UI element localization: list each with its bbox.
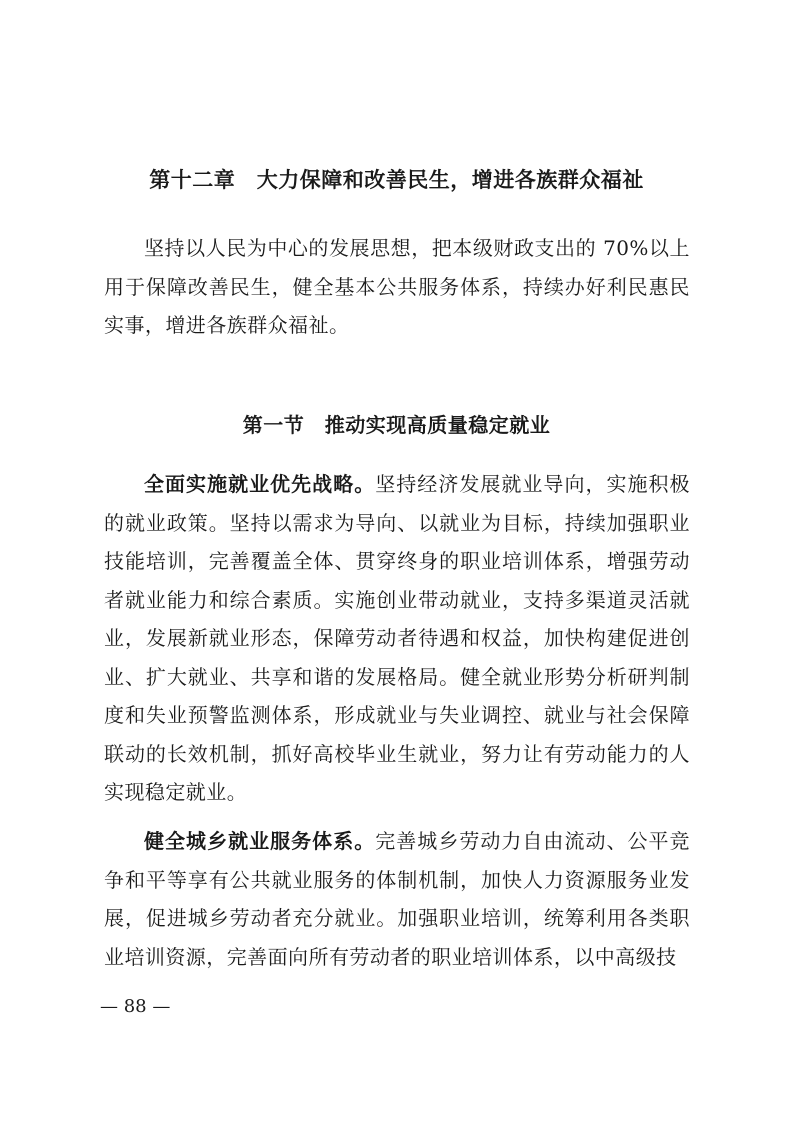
paragraph-body-text: 坚持经济发展就业导向，实施积极的就业政策。坚持以需求为导向、以就业为目标，持续加强职业技能培训，完善覆盖全体、贯穿终身的职业培训体系，增强劳动者就业能力和综合素质。实施创业带动就业，支持多渠道灵活就业，发展新就业形态，保障劳动者待遇和权益，加快构建促进创业、扩大就业、共享和谐的发展格局。健全就业形势分析研判制度和失业预警监测体系，形成就业与失业调控、就业与社会保障联动的长效机制，抓好高校毕业生就业，努力让有劳动能力的人实现稳定就业。 [104, 472, 691, 804]
chapter-title: 第十二章 大力保障和改善民生，增进各族群众福祉 [149, 168, 644, 193]
chapter-intro-paragraph: 坚持以人民为中心的发展思想，把本级财政支出的 70%以上用于保障改善民生，健全基本公共服务体系，持续办好利民惠民实事，增进各族群众福祉。 [104, 236, 690, 337]
paragraph-lead-heading: 全面实施就业优先战略。 [144, 472, 376, 496]
paragraph-body-text: 完善城乡劳动力自由流动、公平竞争和平等享有公共就业服务的体制机制，加快人力资源服务业发展，促进城乡劳动者充分就业。加强职业培训，统筹利用各类职业培训资源，完善面向所有劳动者的职业培训体系，以中高级技 [104, 829, 691, 969]
page-number: — 88 — [100, 996, 171, 1017]
section-title: 第一节 推动实现高质量稳定就业 [242, 412, 551, 437]
body-paragraph-employment-priority [104, 465, 690, 812]
body-paragraph-employment-service [104, 822, 690, 976]
paragraph-lead-heading: 健全城乡就业服务体系。 [144, 829, 376, 853]
